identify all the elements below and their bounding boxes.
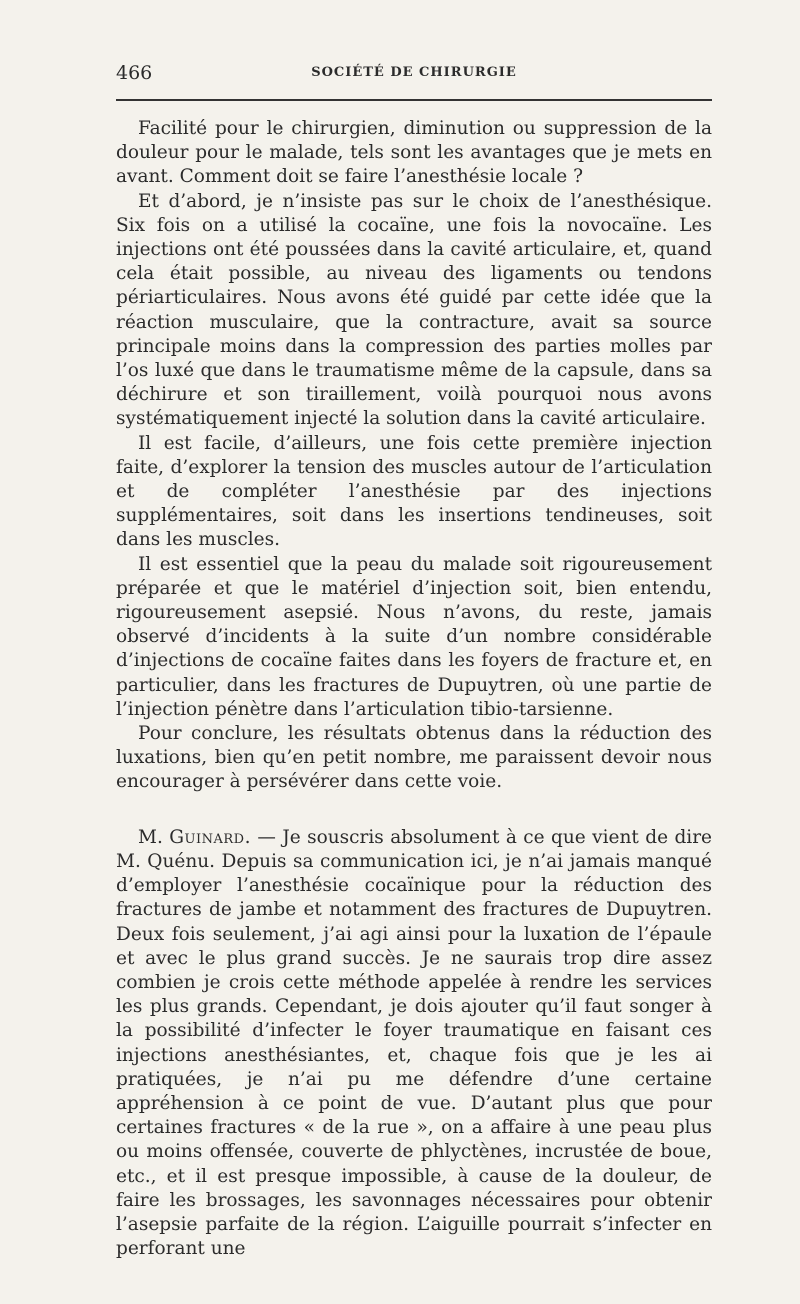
discussion-paragraph — [116, 826, 712, 1262]
paragraph: Et d’abord, je n’insiste pas sur le choix de l’anesthésique. Six fois on a utilisé la cocaïne, une fois la novocaïne. Les injections ont été poussées dans la cavité articulaire, et, quand cela était possible, au niveau des ligaments ou tendons périarticulaires. Nous avons été guidé par cette idée que la réaction musculaire, que la contracture, avait sa source principale moins dans la compression des parties molles par l’os luxé que dans le traumatisme même de la capsule, dans sa déchirure et son tiraillement, voilà pourquoi nous avons systématiquement injecté la solution dans la cavité articulaire. — [116, 190, 712, 430]
speaker-name: Guinard. — [169, 826, 251, 848]
paragraph: Il est essentiel que la peau du malade soit rigoureusement préparée et que le matériel d’injection soit, bien entendu, rigoureusement asepsié. Nous n’avons, du reste, jamais observé d’incidents à la suite d’un nombre considérable d’injections de cocaïne faites dans les foyers de fracture et, en particulier, dans les fractures de Dupuytren, où une partie de l’injection pénètre dans l’articulation tibio-tarsienne. — [116, 553, 712, 720]
body-text — [116, 117, 712, 1261]
speaker-prefix: M. — [138, 826, 163, 848]
paragraph: Facilité pour le chirurgien, diminution ou suppression de la douleur pour le malade, tels sont les avantages que je mets en avant. Comment doit se faire l’anesthésie locale ? — [116, 118, 712, 188]
section-gap — [116, 795, 712, 826]
paragraph: Il est facile, d’ailleurs, une fois cette première injection faite, d’explorer la tension des muscles autour de l’articulation et de compléter l’anesthésie par des injections supplémentaires, soit dans les insertions tendineuses, soit dans les muscles. — [116, 432, 712, 551]
page-content — [116, 60, 712, 1260]
header-rule — [116, 99, 712, 101]
page-number: 466 — [116, 62, 153, 84]
running-head: SOCIÉTÉ DE CHIRURGIE — [311, 65, 517, 80]
discussion-text: — Je souscris absolument à ce que vient de dire M. Quénu. Depuis sa communication ici, je n’ai jamais manqué d’employer l’anesthésie cocaïnique pour la réduction des fractures de jambe et notamment des fractures de Dupuytren. Deux fois seulement, j’ai agi ainsi pour la luxation de l’épaule et avec le plus grand succès. Je ne saurais trop dire assez combien je crois cette méthode appelée à rendre les services les plus grands. Cependant, je dois ajouter qu’il faut songer à la possibilité d’infecter le foyer traumatique en faisant ces injections anesthésiantes, et, chaque fois que je les ai pratiquées, je n’ai pu me défendre d’une certaine appréhension à ce point de vue. D’autant plus que pour certaines fractures « de la rue », on a affaire à une peau plus ou moins offensée, couverte de phlyctènes, incrustée de boue, etc., et il est presque impossible, à cause de la douleur, de faire les brossages, les savonnages nécessaires pour obtenir l’asepsie parfaite de la région. L’aiguille pourrait s’infecter en perforant une — [116, 826, 712, 1260]
paragraph: Pour conclure, les résultats obtenus dans la réduction des luxations, bien qu’en petit nombre, me paraissent devoir nous encourager à persévérer dans cette voie. — [116, 723, 712, 793]
page-header — [116, 60, 712, 90]
